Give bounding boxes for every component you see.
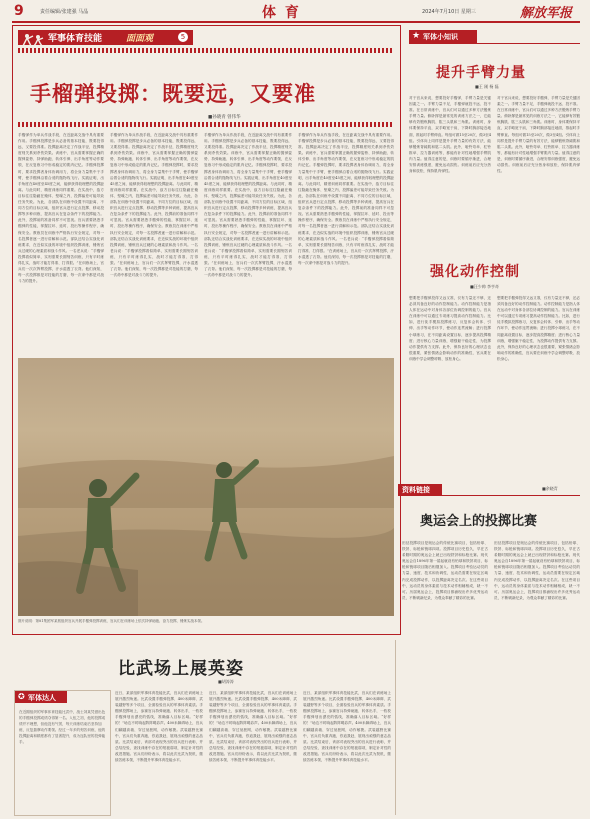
main-article-col-1: 手榴弹作为单兵作战手段，在近距离交战中具有重要作用。手榴弹投掷是步兵必备的基本技能，既要投得远，又要投得准。投掷距离决定了作战半径，投掷精度则关系到杀伤效果。训练中，官兵需要掌握正确的握弹姿势、持弹助跑、转体引伸、出手角度等动作要领，在反复练习中形成稳定的肌肉记忆。手榴弹投掷时，要求投掷者身体协调用力，将全身力量集中于手臂，使手榴弹沿着合适的抛物线飞行。实践证明，出手角度在40度至45度之间，能够获得较理想的投掷距离。与此同时，精度训练同样重要。在实战中，敌方目标往往隐蔽在掩体、堑壕之内，投掷偏差可能导致任务失败。为此，各部队在训练中设置不同距离、不同方位的目标区域，组织官兵进行定点投掷、移动投掷等多种训练，提高官兵在复杂条件下的投掷能力。此外，投掷前的准备同样不可忽视。官兵需要熟悉手榴弹的性能，掌握拉环、延时、投出等操作程序，确保安全。教练员在训练中严格执行安全规定，对每一名投掷者逐一进行讲解和示范。部队还结合实战化训练要求，在近似实战的环境中组织投掷训练，锤炼官兵过硬的心理素质和战斗作风。一名老兵说：“手榴弹投掷看似简单，实则需要长期刻苦训练，只有平时练得扎实，战时才能打得准、打得狠。”在训练场上，官兵们一次次挥臂投掷，汗水湿透了衣背。他们深知，每一次投掷都是对技能的打磨，每一次命中都是对战斗力的提升。 — [18, 133, 104, 284]
sidebar-header-rule — [409, 43, 580, 44]
masthead-logo: 解放军报 — [520, 6, 573, 21]
bottom-divider — [395, 640, 396, 815]
main-photo — [18, 358, 394, 616]
link-box-label: 资料链接 — [402, 485, 430, 494]
sidebar-article2-col-2: 想要把手榴弹投得又远又准，仅有力量还不够，还必须具备良好的动作控制能力。动作控制能力是指人体在运动中对身体各部位协调控制的能力。官兵在训练中可以通过专项练习提高动作控制能力。比如，进行徒手模拟投掷练习，反复体会转体、引伸、出手等动作环节，使动作连贯流畅；进行投掷小球练习，在不同距离设置目标，逐步提高投掷精度；进行核心力量训练，增强躯干稳定性，为投掷动作提供有力支撑。此外，保持良好的心理状态也很重要，紧张情绪会影响动作的准确性，官兵要在训练中学会调整呼吸、放松身心。 — [497, 296, 580, 361]
column-name: 军事体育技能 — [48, 34, 103, 44]
column-suffix: 面面观 — [126, 34, 154, 44]
title-ornament-bottom — [18, 122, 394, 127]
section-title: 体 育 — [262, 5, 301, 21]
bottom-article-col-2: 近日，某部组织军事体育技能比武，官兵们在训练场上展开激烈角逐。比武设置手榴弹投掷、400米障碍、武装越野等多个项目，全面检验官兵的军事体育素质。手榴弹投掷场上，参赛官兵持弹助跑、转体出手，一枚枚手榴弹划出漂亮的弧线，准确落入目标区域。“好样的！”场边不时响起阵阵喝彩声。400米障碍场上，官兵们翻越高墙、穿过低桩网，动作敏捷。武装越野比赛中，官兵们负重奔跑，你追我赶，展现出顽强的意志品质。比武结束后，该部对表现突出的官兵进行表彰，并总结经验，查找训练中存在的短板弱项，制定针对性的改进措施。官兵们纷纷表示，将以此次比武为契机，继续苦练本领，不断提升军事体育技能水平。 — [209, 691, 297, 763]
editor-line: 责任编辑/张建强 马晶 — [40, 9, 89, 15]
bottom-article-title: 比武场上展英姿 — [118, 659, 244, 679]
link-box-col-1: 田径投掷项目是奥运会的传统比赛项目，包括铅球、铁饼、标枪和链球四项。投掷项目历史悠久，早在古希腊时期的奥运会上就已出现铁饼和标枪比赛。现代奥运会自1896年第一届起就设有铅球和铁饼项目，标枪和链球项目随后相继加入。投掷项目考验运动员的力量、速度、技术和协调性，运动员需要在规定区域内完成投掷动作，以投掷距离决定名次。在这些项目中，运动员的身体素质与技术动作相辅相成，缺一不可。历届奥运会上，投掷项目都涌现出许多优秀运动员，不断刷新纪录，为观众奉献了精彩的比赛。 — [402, 541, 488, 600]
sidebar-article1-col-2: 对于官兵来说，想要投好手榴弹，手臂力量是关键因素之一。手臂力量不足，手榴弹就投不远、投不准。在日常训练中，官兵们可以通过多种方法锻炼手臂力量。俯卧撑是最常见的训练方法之一，它能够有效锻炼胸肌、肱三头肌和三角肌。训练时，身体要保持平直，双手略宽于肩，下降时胸部接近地面，推起时手臂伸直。每组可做15至20次，做3至4组。引体向上同样是提升手臂力量的有效方法，能够锻炼背阔肌和肱二头肌。此外，哑铃弯举、杠铃推举、拉力器训练等，都能有针对性地增强手臂肌肉力量。值得注意的是，训练时要循序渐进，合理安排训练强度，避免运动损伤。训练前后应充分热身和放松，保持肌肉弹性。 — [497, 96, 580, 174]
page-number: 9 — [14, 3, 24, 19]
link-box-header — [398, 484, 580, 495]
sidebar-article1-col-1: 对于官兵来说，想要投好手榴弹，手臂力量是关键因素之一。手臂力量不足，手榴弹就投不远、投不准。在日常训练中，官兵们可以通过多种方法锻炼手臂力量。俯卧撑是最常见的训练方法之一，它能够有效锻炼胸肌、肱三头肌和三角肌。训练时，身体要保持平直，双手略宽于肩，下降时胸部接近地面，推起时手臂伸直。每组可做15至20次，做3至4组。引体向上同样是提升手臂力量的有效方法，能够锻炼背阔肌和肱二头肌。此外，哑铃弯举、杠铃推举、拉力器训练等，都能有针对性地增强手臂肌肉力量。值得注意的是，训练时要循序渐进，合理安排训练强度，避免运动损伤。训练前后应充分热身和放松，保持肌肉弹性。 — [409, 96, 491, 174]
date-line: 2024年7月10日 星期三 — [422, 9, 476, 15]
sidebar-article2-title: 强化动作控制 — [430, 264, 520, 280]
column-banner — [18, 30, 193, 45]
link-box-title: 奥运会上的投掷比赛 — [420, 514, 538, 529]
link-box-author: ■余晓青 — [542, 486, 558, 491]
main-article-title: 手榴弹投掷：既要远，又要准 — [30, 81, 316, 106]
sidebar-article2-byline: ■汪少帅 李亨奇 — [470, 284, 500, 289]
header-rule — [12, 21, 580, 23]
bottom-article-col-1: 近日，某部组织军事体育技能比武，官兵们在训练场上展开激烈角逐。比武设置手榴弹投掷、400米障碍、武装越野等多个项目，全面检验官兵的军事体育素质。手榴弹投掷场上，参赛官兵持弹助跑、转体出手，一枚枚手榴弹划出漂亮的弧线，准确落入目标区域。“好样的！”场边不时响起阵阵喝彩声。400米障碍场上，官兵们翻越高墙、穿过低桩网，动作敏捷。武装越野比赛中，官兵们负重奔跑，你追我赶，展现出顽强的意志品质。比武结束后，该部对表现突出的官兵进行表彰，并总结经验，查找训练中存在的短板弱项，制定针对性的改进措施。官兵们纷纷表示，将以此次比武为契机，继续苦练本领，不断提升军事体育技能水平。 — [115, 691, 203, 763]
star-icon: ★ — [412, 31, 421, 41]
title-ornament-top — [18, 48, 394, 53]
link-box-rule — [398, 495, 580, 496]
sidebar-article2-col-1: 想要把手榴弹投得又远又准，仅有力量还不够，还必须具备良好的动作控制能力。动作控制能力是指人体在运动中对身体各部位协调控制的能力。官兵在训练中可以通过专项练习提高动作控制能力。比如，进行徒手模拟投掷练习，反复体会转体、引伸、出手等动作环节，使动作连贯流畅；进行投掷小球练习，在不同距离设置目标，逐步提高投掷精度；进行核心力量训练，增强躯干稳定性，为投掷动作提供有力支撑。此外，保持良好的心理状态也很重要，紧张情绪会影响动作的准确性，官兵要在训练中学会调整呼吸、放松身心。 — [409, 296, 491, 361]
photo-caption: 图片说明：第81集团军某旅组织官兵开展手榴弹投掷训练，官兵们在训练场上依次持弹助跑、奋力投掷，锤炼实战本领。 — [18, 619, 205, 623]
medal-icon: ✪ — [18, 692, 25, 701]
story-box-label: 军体达人 — [28, 693, 56, 702]
bottom-article-col-3: 近日，某部组织军事体育技能比武，官兵们在训练场上展开激烈角逐。比武设置手榴弹投掷、400米障碍、武装越野等多个项目，全面检验官兵的军事体育素质。手榴弹投掷场上，参赛官兵持弹助跑、转体出手，一枚枚手榴弹划出漂亮的弧线，准确落入目标区域。“好样的！”场边不时响起阵阵喝彩声。400米障碍场上，官兵们翻越高墙、穿过低桩网，动作敏捷。武装越野比赛中，官兵们负重奔跑，你追我赶，展现出顽强的意志品质。比武结束后，该部对表现突出的官兵进行表彰，并总结经验，查找训练中存在的短板弱项，制定针对性的改进措施。官兵们纷纷表示，将以此次比武为契机，继续苦练本领，不断提升军事体育技能水平。 — [303, 691, 391, 763]
main-article-byline: ■孙晓青 曾伟华 — [208, 115, 241, 120]
story-box-body: 在近期组织的军事体育技能比武中，战士刘某凭借出色的手榴弹投掷成绩夺得第一名。入伍之初，他的投掷成绩并不理想，但他没有气馁，每天训练结束后坚持加练，反复揣摩动作要领。经过一年多的刻苦训练，他的投掷距离和精度都有了显著提升，成为连队里的投弹能手。 — [19, 710, 106, 745]
main-article-col-4: 手榴弹作为单兵作战手段，在近距离交战中具有重要作用。手榴弹投掷是步兵必备的基本技能，既要投得远，又要投得准。投掷距离决定了作战半径，投掷精度则关系到杀伤效果。训练中，官兵需要掌握正确的握弹姿势、持弹助跑、转体引伸、出手角度等动作要领，在反复练习中形成稳定的肌肉记忆。手榴弹投掷时，要求投掷者身体协调用力，将全身力量集中于手臂，使手榴弹沿着合适的抛物线飞行。实践证明，出手角度在40度至45度之间，能够获得较理想的投掷距离。与此同时，精度训练同样重要。在实战中，敌方目标往往隐蔽在掩体、堑壕之内，投掷偏差可能导致任务失败。为此，各部队在训练中设置不同距离、不同方位的目标区域，组织官兵进行定点投掷、移动投掷等多种训练，提高官兵在复杂条件下的投掷能力。此外，投掷前的准备同样不可忽视。官兵需要熟悉手榴弹的性能，掌握拉环、延时、投出等操作程序，确保安全。教练员在训练中严格执行安全规定，对每一名投掷者逐一进行讲解和示范。部队还结合实战化训练要求，在近似实战的环境中组织投掷训练，锤炼官兵过硬的心理素质和战斗作风。一名老兵说：“手榴弹投掷看似简单，实则需要长期刻苦训练，只有平时练得扎实，战时才能打得准、打得狠。”在训练场上，官兵们一次次挥臂投掷，汗水湿透了衣背。他们深知，每一次投掷都是对技能的打磨，每一次命中都是对战斗力的提升。 — [298, 133, 394, 265]
link-box-col-2: 田径投掷项目是奥运会的传统比赛项目，包括铅球、铁饼、标枪和链球四项。投掷项目历史悠久，早在古希腊时期的奥运会上就已出现铁饼和标枪比赛。现代奥运会自1896年第一届起就设有铅球和铁饼项目，标枪和链球项目随后相继加入。投掷项目考验运动员的力量、速度、技术和协调性，运动员需要在规定区域内完成投掷动作，以投掷距离决定名次。在这些项目中，运动员的身体素质与技术动作相辅相成，缺一不可。历届奥运会上，投掷项目都涌现出许多优秀运动员，不断刷新纪录，为观众奉献了精彩的比赛。 — [494, 541, 580, 600]
main-article-col-3: 手榴弹作为单兵作战手段，在近距离交战中具有重要作用。手榴弹投掷是步兵必备的基本技能，既要投得远，又要投得准。投掷距离决定了作战半径，投掷精度则关系到杀伤效果。训练中，官兵需要掌握正确的握弹姿势、持弹助跑、转体引伸、出手角度等动作要领，在反复练习中形成稳定的肌肉记忆。手榴弹投掷时，要求投掷者身体协调用力，将全身力量集中于手臂，使手榴弹沿着合适的抛物线飞行。实践证明，出手角度在40度至45度之间，能够获得较理想的投掷距离。与此同时，精度训练同样重要。在实战中，敌方目标往往隐蔽在掩体、堑壕之内，投掷偏差可能导致任务失败。为此，各部队在训练中设置不同距离、不同方位的目标区域，组织官兵进行定点投掷、移动投掷等多种训练，提高官兵在复杂条件下的投掷能力。此外，投掷前的准备同样不可忽视。官兵需要熟悉手榴弹的性能，掌握拉环、延时、投出等操作程序，确保安全。教练员在训练中严格执行安全规定，对每一名投掷者逐一进行讲解和示范。部队还结合实战化训练要求，在近似实战的环境中组织投掷训练，锤炼官兵过硬的心理素质和战斗作风。一名老兵说：“手榴弹投掷看似简单，实则需要长期刻苦训练，只有平时练得扎实，战时才能打得准、打得狠。”在训练场上，官兵们一次次挥臂投掷，汗水湿透了衣背。他们深知，每一次投掷都是对技能的打磨，每一次命中都是对战斗力的提升。 — [204, 133, 292, 278]
story-box — [14, 690, 111, 816]
column-index-badge: 5 — [178, 32, 188, 42]
bottom-article-byline: ■胡涛涛 — [218, 679, 234, 684]
sidebar-article1-title: 提升手臂力量 — [436, 65, 526, 81]
sidebar-header-label: 军体小知识 — [423, 32, 458, 41]
sidebar-header — [409, 30, 580, 43]
sidebar-article1-byline: ■王 刚 杨 磊 — [475, 84, 499, 89]
page-header — [0, 0, 590, 22]
main-article-col-2: 手榴弹作为单兵作战手段，在近距离交战中具有重要作用。手榴弹投掷是步兵必备的基本技能，既要投得远，又要投得准。投掷距离决定了作战半径，投掷精度则关系到杀伤效果。训练中，官兵需要掌握正确的握弹姿势、持弹助跑、转体引伸、出手角度等动作要领，在反复练习中形成稳定的肌肉记忆。手榴弹投掷时，要求投掷者身体协调用力，将全身力量集中于手臂，使手榴弹沿着合适的抛物线飞行。实践证明，出手角度在40度至45度之间，能够获得较理想的投掷距离。与此同时，精度训练同样重要。在实战中，敌方目标往往隐蔽在掩体、堑壕之内，投掷偏差可能导致任务失败。为此，各部队在训练中设置不同距离、不同方位的目标区域，组织官兵进行定点投掷、移动投掷等多种训练，提高官兵在复杂条件下的投掷能力。此外，投掷前的准备同样不可忽视。官兵需要熟悉手榴弹的性能，掌握拉环、延时、投出等操作程序，确保安全。教练员在训练中严格执行安全规定，对每一名投掷者逐一进行讲解和示范。部队还结合实战化训练要求，在近似实战的环境中组织投掷训练，锤炼官兵过硬的心理素质和战斗作风。一名老兵说：“手榴弹投掷看似简单，实则需要长期刻苦训练，只有平时练得扎实，战时才能打得准、打得狠。”在训练场上，官兵们一次次挥臂投掷，汗水湿透了衣背。他们深知，每一次投掷都是对技能的打磨，每一次命中都是对战斗力的提升。 — [110, 133, 198, 278]
